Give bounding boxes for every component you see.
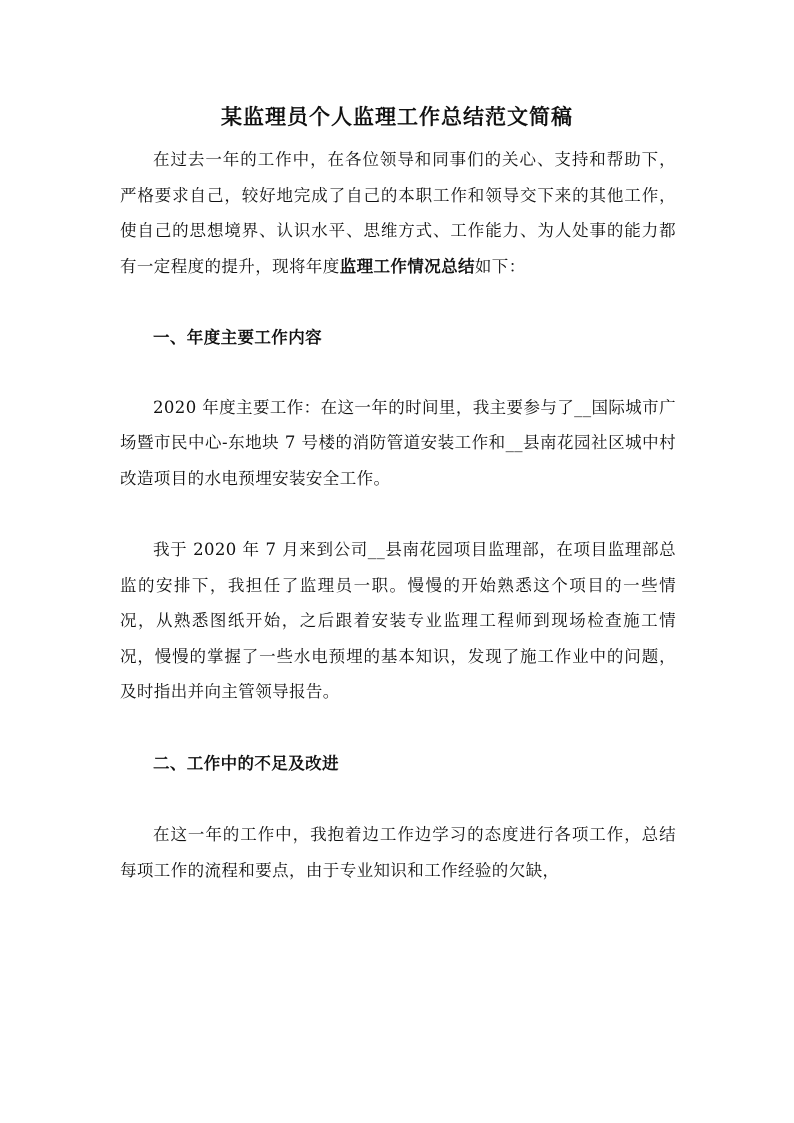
intro-text-start: 在过去一年的工作中，在各位领导和同事们的关心、支持和帮助下，严格要求自己，较好地完成了自己的本职工作和领导交下来的其他工作，使自己的思想境界、认识水平、思维方式、工作能力、为人处事的能力都有一定程度的提升，现将年度 bbox=[120, 150, 676, 276]
section-1-heading: 一、年度主要工作内容 bbox=[153, 328, 322, 347]
section-2-paragraph-1: 在这一年的工作中，我抱着边工作边学习的态度进行各项工作，总结每项工作的流程和要点，由于专业知识和工作经验的欠缺， bbox=[120, 825, 676, 880]
spacer bbox=[120, 496, 676, 532]
spacer bbox=[120, 356, 676, 390]
section-1-paragraph-2: 我于 2020 年 7 月来到公司__县南花园项目监理部，在项目监理部总监的安排下，我担任了监理员一职。慢慢的开始熟悉这个项目的一些情况，从熟悉图纸开始，之后跟着安装专业监理工程师到现场检查施工情况，慢慢的掌握了一些水电预埋的基本知识，发现了施工作业中的问题，及时指出并向主管领导报告。 bbox=[120, 540, 676, 701]
intro-text-end: 如下： bbox=[474, 256, 526, 276]
spacer bbox=[120, 781, 676, 817]
section-2-heading: 二、工作中的不足及改进 bbox=[153, 753, 339, 773]
document-body bbox=[120, 142, 676, 888]
section-1-paragraph-1: 2020 年度主要工作：在这一年的时间里，我主要参与了__国际城市广场暨市民中心-东地块 7 号楼的消防管道安装工作和__县南花园社区城中村改造项目的水电预埋安装安全工作。 bbox=[120, 397, 676, 488]
document-title: 某监理员个人监理工作总结范文简稿 bbox=[221, 104, 573, 129]
intro-paragraph bbox=[120, 142, 676, 284]
spacer bbox=[120, 284, 676, 320]
intro-bold-phrase: 监理工作情况总结 bbox=[339, 256, 475, 276]
spacer bbox=[120, 710, 676, 746]
